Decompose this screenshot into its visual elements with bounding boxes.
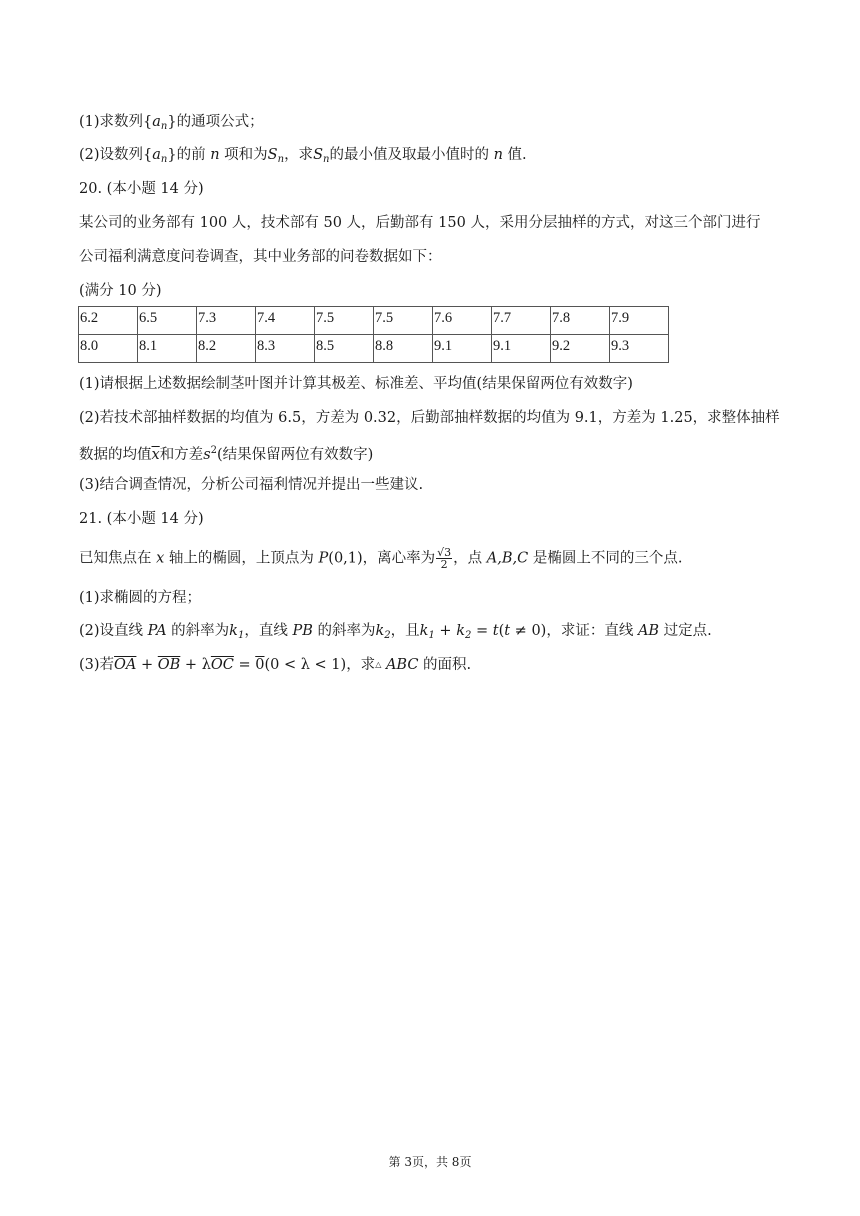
table-cell: 8.0 bbox=[79, 335, 138, 363]
q20-part2-line2: 数据的均值$\overline{x}$和方差$s^2$(结果保留两位有效数字) bbox=[79, 445, 374, 463]
table-cell: 7.7 bbox=[492, 307, 551, 335]
q21-part2: (2)设直线 PA 的斜率为$k_1$，直线 PB 的斜率为$k_2$，且$k_1 + k_2 = t(t \ne 0)$，求证：直线 AB 过定点. bbox=[79, 623, 712, 641]
q21-intro: 已知焦点在 x 轴上的椭圆，上顶点为 P(0,1)，离心率为 $\frac{√3}{2}$ ，点 A,B,C 是椭圆上不同的三个点. bbox=[79, 546, 683, 571]
q19-part2: (2)设数列$\{a_n\}$的前 n 项和为$S_n$，求$S_n$的最小值及取最小值时的 n 值. bbox=[79, 147, 527, 165]
table-cell: 6.5 bbox=[138, 307, 197, 335]
math-an: $a_n$ bbox=[152, 114, 168, 132]
q19-part1: (1)求数列$\{a_n\}$的通项公式； bbox=[79, 114, 264, 132]
q20-intro-line2: 公司福利满意度问卷调查，其中业务部的问卷数据如下： bbox=[79, 249, 442, 265]
q20-intro-line1: 某公司的业务部有 100 人，技术部有 50 人，后勤部有 150 人，采用分层抽样的方式，对这三个部门进行 bbox=[79, 215, 761, 231]
table-cell: 7.5 bbox=[374, 307, 433, 335]
page-footer: 第 3页，共 8页 bbox=[388, 1155, 472, 1169]
table-cell: 7.8 bbox=[551, 307, 610, 335]
table-cell: 9.2 bbox=[551, 335, 610, 363]
q20-part2-line1: (2)若技术部抽样数据的均值为 6.5，方差为 0.32，后勤部抽样数据的均值为 9.1，方差为 1.25，求整体抽样 bbox=[79, 410, 780, 426]
table-row bbox=[79, 335, 669, 363]
table-cell: 9.3 bbox=[610, 335, 669, 363]
table-cell: 6.2 bbox=[79, 307, 138, 335]
q20-part3: (3)结合调查情况，分析公司福利情况并提出一些建议. bbox=[79, 477, 424, 493]
table-cell: 8.1 bbox=[138, 335, 197, 363]
survey-data-table bbox=[78, 306, 669, 363]
table-row bbox=[79, 307, 669, 335]
q20-heading: 20. (本小题 14 分) bbox=[79, 181, 204, 197]
fraction-sqrt3-over-2: $\frac{√3}{2}$ bbox=[437, 546, 452, 571]
table-cell: 8.2 bbox=[197, 335, 256, 363]
table-cell: 7.6 bbox=[433, 307, 492, 335]
table-cell: 7.3 bbox=[197, 307, 256, 335]
table-cell: 7.4 bbox=[256, 307, 315, 335]
table-cell: 8.3 bbox=[256, 335, 315, 363]
table-cell: 8.8 bbox=[374, 335, 433, 363]
table-cell: 9.1 bbox=[492, 335, 551, 363]
table-cell: 8.5 bbox=[315, 335, 374, 363]
q21-part3: (3)若$\overline{OA} + \overline{OB} + \lambda\overline{OC} = 0(0 < \lambda < 1)$，求△ ABC 的面积. bbox=[79, 657, 472, 673]
triangle-icon: △ bbox=[375, 660, 382, 669]
table-cell: 7.9 bbox=[610, 307, 669, 335]
q20-score-note: (满分 10 分) bbox=[79, 283, 162, 299]
q21-part1: (1)求椭圆的方程； bbox=[79, 590, 202, 606]
table-cell: 9.1 bbox=[433, 335, 492, 363]
table-cell: 7.5 bbox=[315, 307, 374, 335]
q20-part1: (1)请根据上述数据绘制茎叶图并计算其极差、标准差、平均值(结果保留两位有效数字) bbox=[79, 376, 633, 392]
q21-heading: 21. (本小题 14 分) bbox=[79, 511, 204, 527]
